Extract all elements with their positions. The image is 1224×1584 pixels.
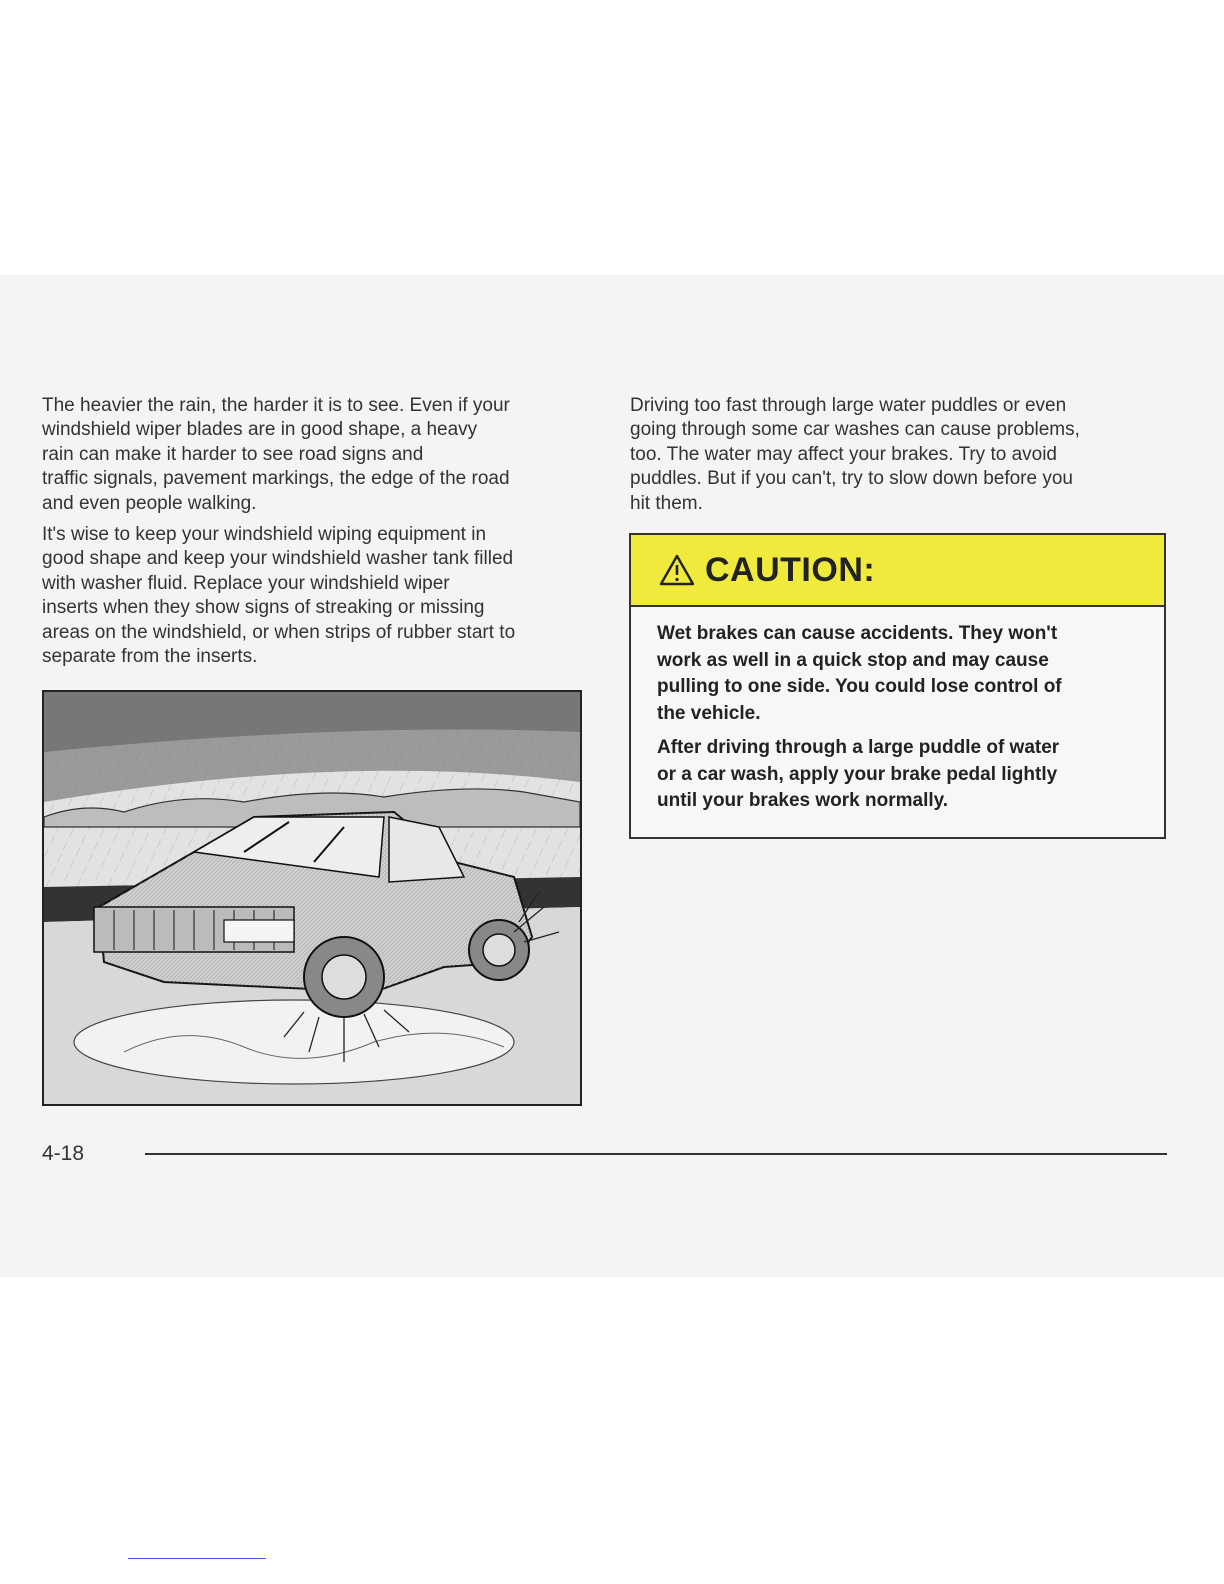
caution-box: [629, 533, 1166, 839]
caution-paragraph-wet-brakes: Wet brakes can cause accidents. They won't work as well in a quick stop and may cause pulling to one side. You could lose control of the vehicle.: [657, 623, 1062, 724]
caution-title: CAUTION:: [705, 550, 876, 589]
link-underline: [128, 1558, 266, 1559]
footer-divider: [145, 1153, 1167, 1155]
warning-triangle-icon: [659, 554, 695, 586]
page-number: 4-18: [42, 1142, 85, 1165]
caution-header: [631, 535, 1164, 607]
car-in-rain-illustration: [42, 690, 582, 1106]
rain-visibility-paragraph: The heavier the rain, the harder it is to see. Even if your windshield wiper blades are in good shape, a heavy rain can make it harder to see road signs and traffic signals, pavement markings, the edge of the road and even people walking.: [42, 395, 510, 514]
caution-body: [631, 607, 1164, 815]
water-puddle-paragraph: Driving too fast through large water puddles or even going through some car washes can cause problems, too. The water may affect your brakes. Try to avoid puddles. But if you can't, try to slow down before you hit them.: [630, 395, 1080, 514]
wiper-maintenance-paragraph: It's wise to keep your windshield wiping equipment in good shape and keep your windshield washer tank filled with washer fluid. Replace your windshield wiper inserts when they show signs of streaking or missing areas on the windshield, or when strips of rubber start to separate from the inserts.: [42, 524, 516, 668]
caution-paragraph-brake-pedal: After driving through a large puddle of water or a car wash, apply your brake pedal lightly until your brakes work normally.: [657, 737, 1060, 811]
